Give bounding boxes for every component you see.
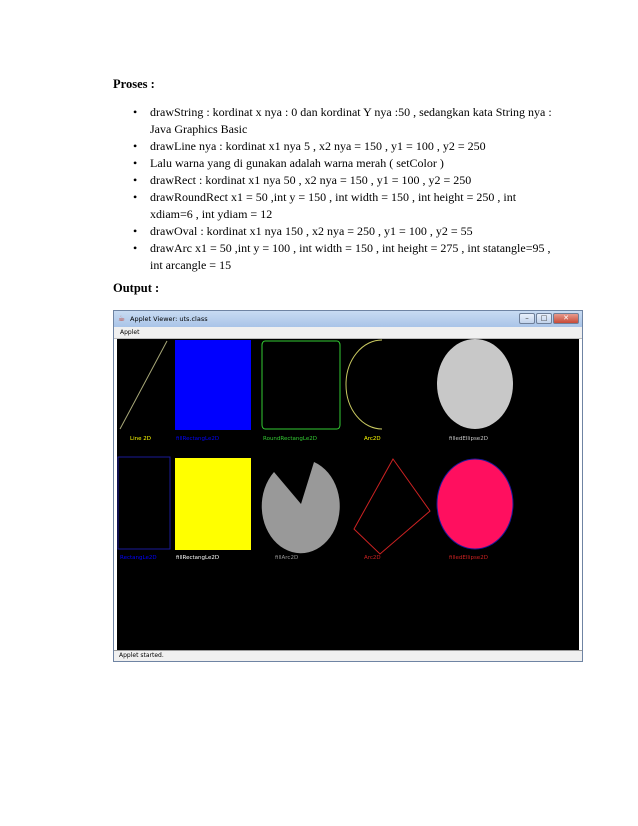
list-item: • drawLine nya : kordinat x1 nya 5 , x2 nya = 150 , y1 = 100 , y2 = 250 bbox=[133, 138, 553, 155]
arc-top-shape bbox=[346, 340, 382, 429]
fill-rectangle-bottom-shape bbox=[175, 458, 251, 550]
label-rectangle: RectangLe2D bbox=[120, 555, 157, 561]
java-cup-icon: ☕ bbox=[118, 314, 126, 323]
arc-bottom-shape bbox=[354, 459, 430, 554]
maximize-button[interactable]: □ bbox=[536, 313, 552, 324]
applet-viewer-window bbox=[113, 310, 583, 662]
list-item: • Lalu warna yang di gunakan adalah warna merah ( setColor ) bbox=[133, 155, 553, 172]
list-item: • drawRect : kordinat x1 nya 50 , x2 nya = 150 , y1 = 100 , y2 = 250 bbox=[133, 172, 553, 189]
heading-proses: Proses : bbox=[113, 77, 155, 91]
close-button[interactable]: ✕ bbox=[553, 313, 579, 324]
process-list bbox=[133, 104, 553, 274]
applet-canvas bbox=[117, 339, 579, 651]
label-filled-ellipse-bottom: filledEllipse2D bbox=[449, 555, 488, 561]
status-bar bbox=[114, 650, 582, 661]
label-line-2d: Line 2D bbox=[130, 436, 151, 442]
round-rectangle-shape bbox=[262, 341, 340, 429]
window-controls bbox=[519, 313, 579, 324]
fill-rectangle-top-shape bbox=[175, 340, 251, 430]
filled-ellipse-top-shape bbox=[437, 339, 513, 429]
window-titlebar[interactable] bbox=[114, 311, 582, 327]
menu-applet[interactable]: Applet bbox=[120, 329, 140, 336]
list-item: • drawArc x1 = 50 ,int y = 100 , int width = 150 , int height = 275 , int statangle=95 , int arcangle = 15 bbox=[133, 240, 553, 274]
list-item: • drawString : kordinat x nya : 0 dan kordinat Y nya :50 , sedangkan kata String nya : Java Graphics Basic bbox=[133, 104, 553, 138]
label-fill-rectangle-bottom: fillRectangLe2D bbox=[176, 555, 220, 561]
label-fill-rectangle-top: fillRectangLe2D bbox=[176, 436, 220, 442]
line-2d-shape bbox=[120, 341, 167, 429]
label-filled-ellipse-top: filledEllipse2D bbox=[449, 436, 488, 442]
rectangle-shape bbox=[118, 457, 170, 549]
graphics-drawing bbox=[117, 339, 579, 651]
minimize-button[interactable]: – bbox=[519, 313, 535, 324]
label-round-rectangle: RoundRectangLe2D bbox=[263, 436, 317, 442]
list-item: • drawOval : kordinat x1 nya 150 , x2 nya = 250 , y1 = 100 , y2 = 55 bbox=[133, 223, 553, 240]
label-arc-top: Arc2D bbox=[364, 436, 381, 442]
label-fill-arc: fillArc2D bbox=[275, 555, 299, 561]
menu-bar bbox=[114, 327, 582, 339]
list-item: • drawRoundRect x1 = 50 ,int y = 150 , int width = 150 , int height = 250 , int xdiam=6 , int ydiam = 12 bbox=[133, 189, 553, 223]
status-text: Applet started. bbox=[119, 652, 164, 659]
label-arc-bottom: Arc2D bbox=[364, 555, 381, 561]
window-title: Applet Viewer: uts.class bbox=[130, 315, 208, 323]
fill-arc-shape bbox=[262, 462, 340, 553]
heading-output: Output : bbox=[113, 281, 160, 295]
